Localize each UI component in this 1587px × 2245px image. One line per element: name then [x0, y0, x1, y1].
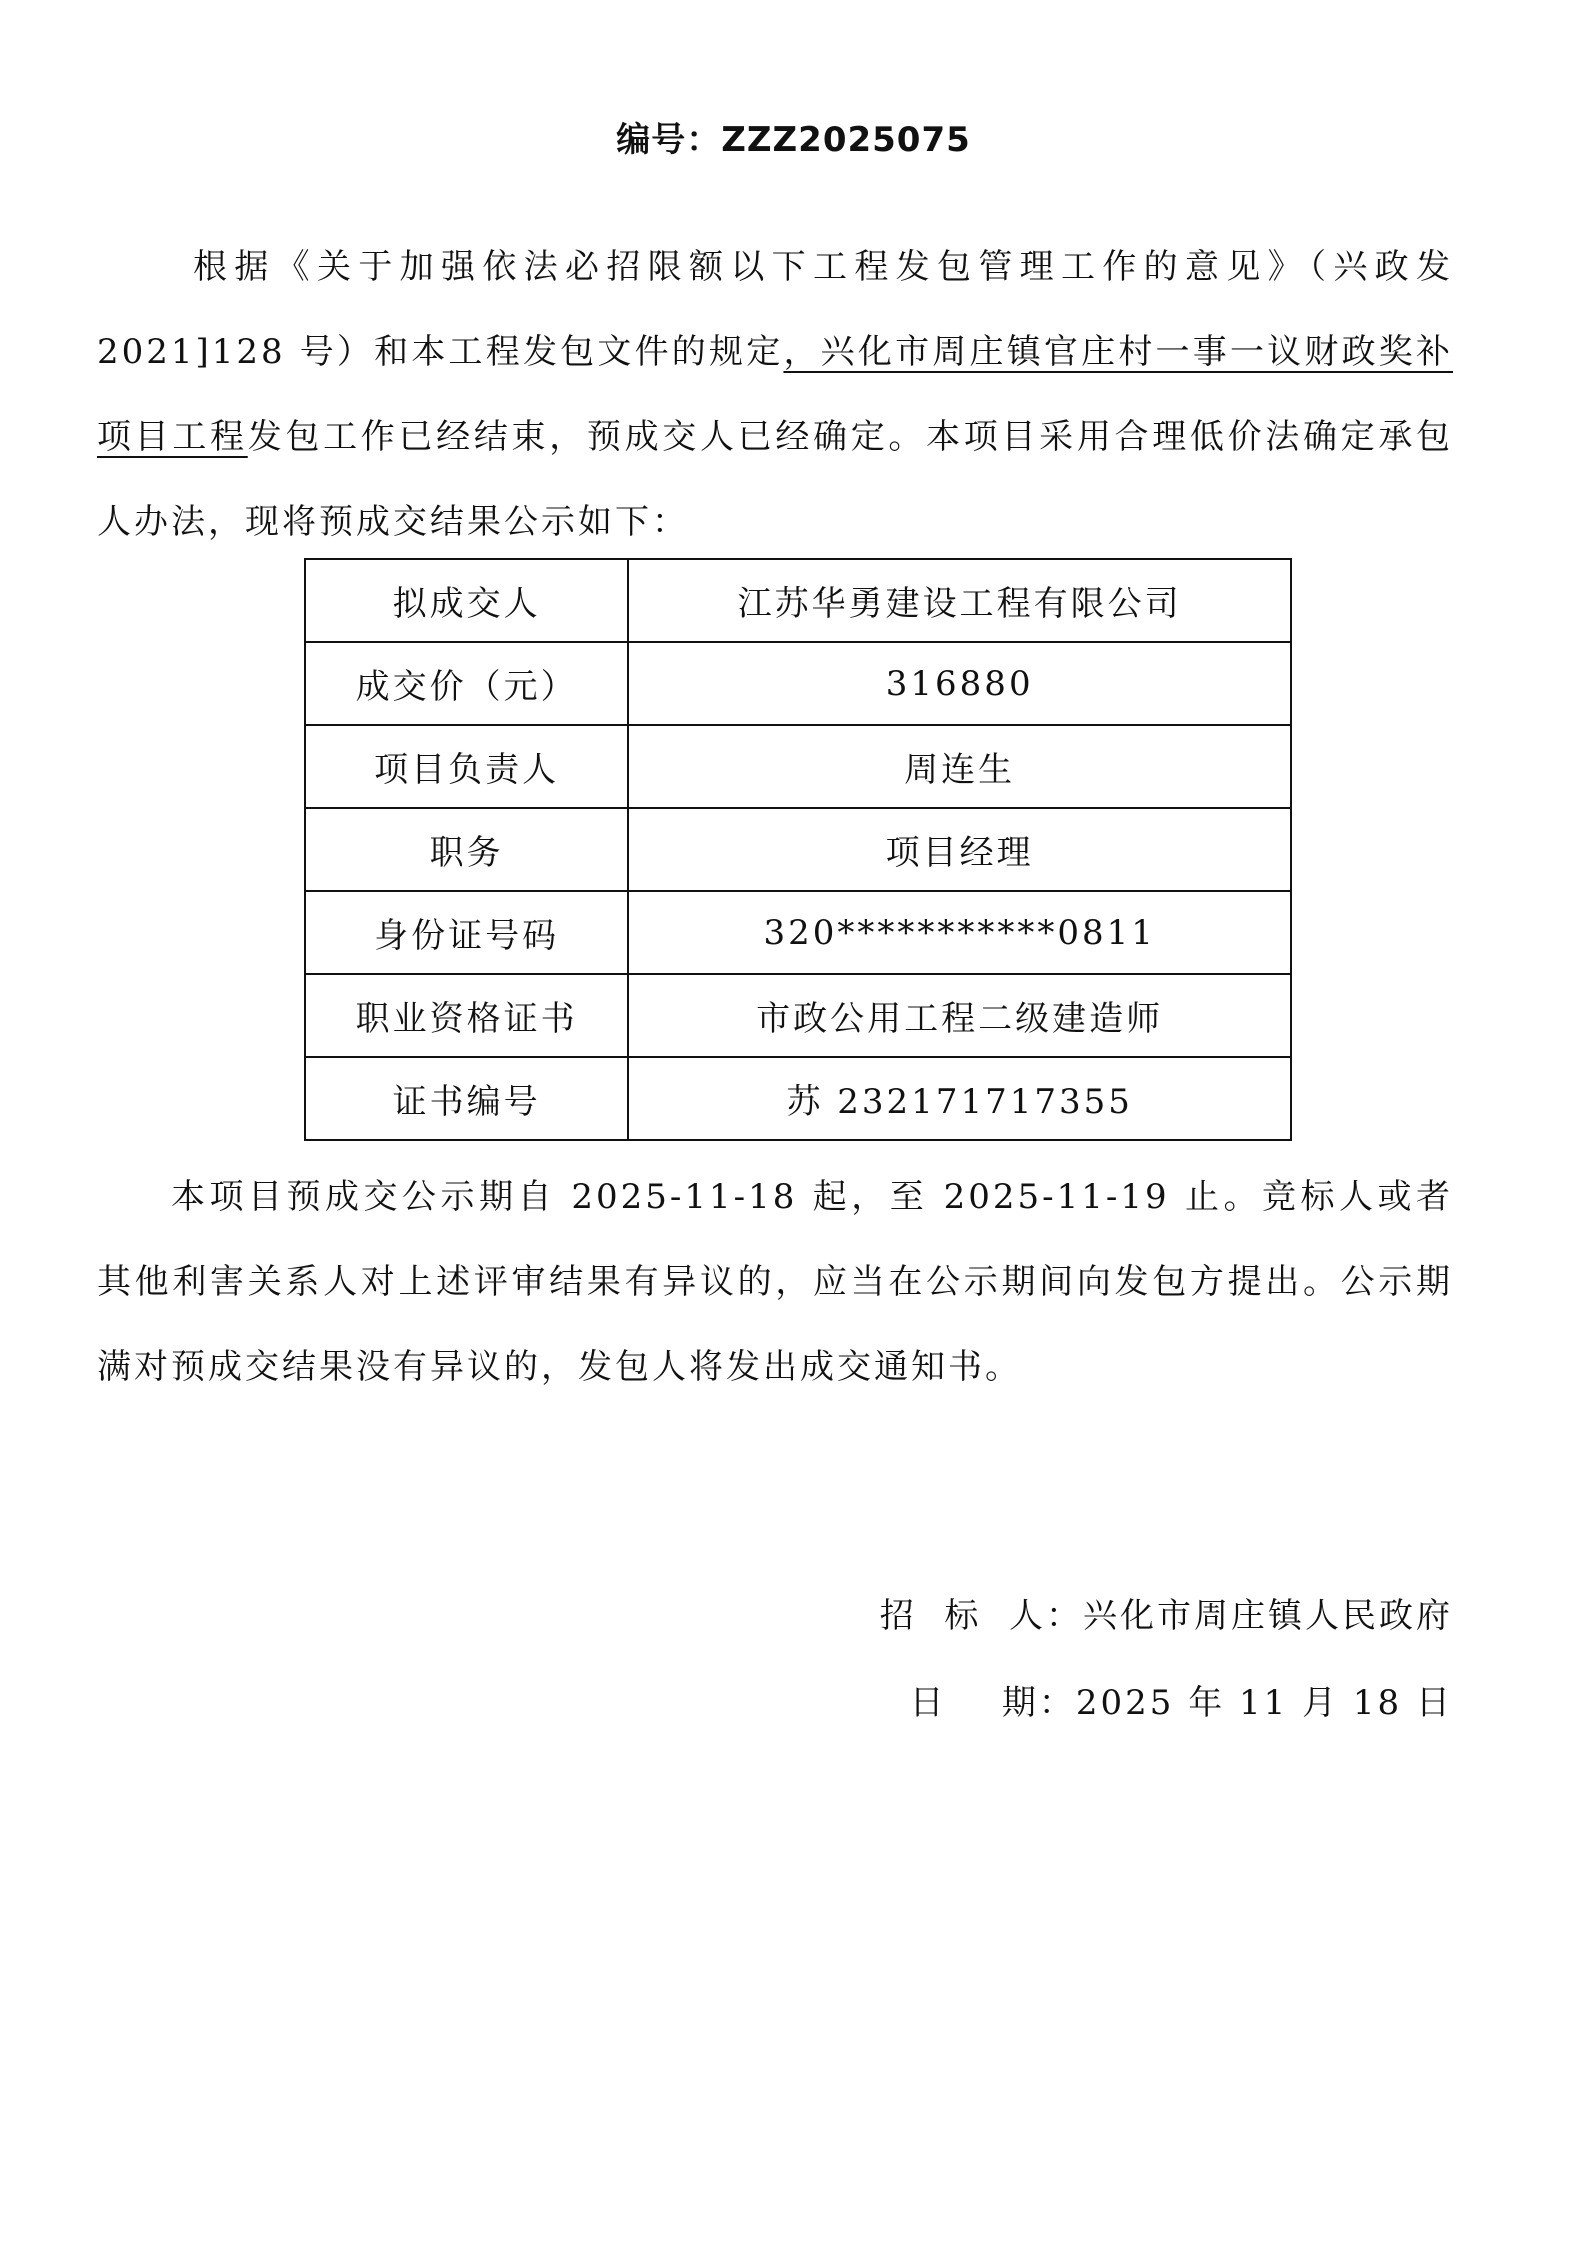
- project-name: ，兴化市周庄镇官庄村一事一议财政奖补项目工程: [97, 332, 1454, 457]
- table-row: [305, 559, 1291, 642]
- document-number: 编号：ZZZ2025075: [616, 120, 971, 160]
- row-value: 项目经理: [628, 808, 1291, 891]
- intro-paragraph: [97, 225, 1453, 565]
- row-label: 职业资格证书: [305, 974, 628, 1057]
- table-row: [305, 808, 1291, 891]
- table-row: [305, 891, 1291, 974]
- table-row: [305, 974, 1291, 1057]
- row-value: 市政公用工程二级建造师: [628, 974, 1291, 1057]
- date-label: 日 期：: [909, 1683, 1076, 1723]
- notice-paragraph: 本项目预成交公示期自 2025-11-18 起，至 2025-11-19 止。竞标人或者其他利害关系人对上述评审结果有异议的，应当在公示期间向发包方提出。公示期满对预成交结果没有异议的，发包人将发出成交通知书。: [97, 1177, 1453, 1387]
- tenderer-label: 招 标 人：: [879, 1596, 1083, 1636]
- intro-text-before: 根据《关于加强依法必招限额以下工程发包管理工作的意见》（兴政发2021]128 号）和本工程发包文件的规定: [97, 247, 1453, 372]
- row-value: 苏 232171717355: [628, 1057, 1291, 1140]
- table-row: [305, 725, 1291, 808]
- row-label: 职务: [305, 808, 628, 891]
- row-label: 身份证号码: [305, 891, 628, 974]
- date-line: [910, 1675, 1453, 1724]
- tenderer-line: [880, 1588, 1453, 1637]
- date-value: 2025 年 11 月 18 日: [1075, 1683, 1453, 1723]
- result-table: [304, 558, 1292, 1141]
- row-value: 320***********0811: [628, 891, 1291, 974]
- row-label: 证书编号: [305, 1057, 628, 1140]
- row-value: 周连生: [628, 725, 1291, 808]
- row-label: 成交价（元）: [305, 642, 628, 725]
- tenderer-name: 兴化市周庄镇人民政府: [1083, 1596, 1453, 1636]
- row-value: 江苏华勇建设工程有限公司: [628, 559, 1291, 642]
- table-row: [305, 642, 1291, 725]
- row-value: 316880: [628, 642, 1291, 725]
- table-row: [305, 1057, 1291, 1140]
- intro-text-after: 发包工作已经结束，预成交人已经确定。本项目采用合理低价法确定承包人办法，现将预成交结果公示如下：: [97, 417, 1454, 542]
- row-label: 项目负责人: [305, 725, 628, 808]
- row-label: 拟成交人: [305, 559, 628, 642]
